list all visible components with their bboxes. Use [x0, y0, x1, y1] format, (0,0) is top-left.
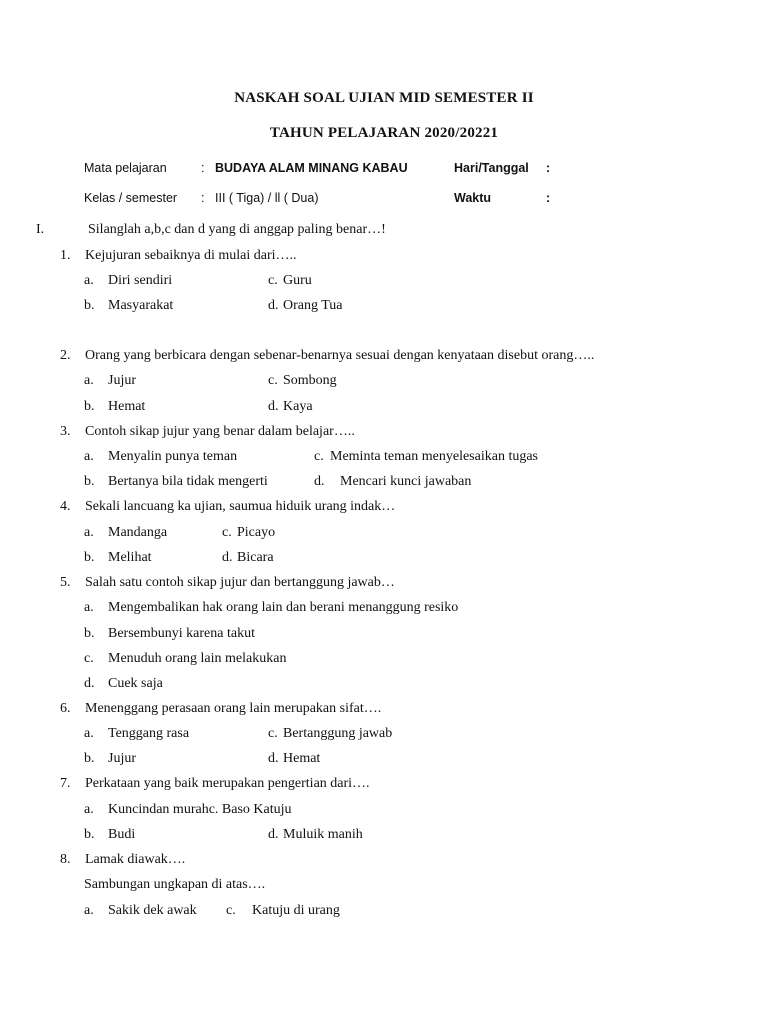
- subject-separator: :: [201, 161, 205, 175]
- option-letter: b.: [84, 298, 95, 313]
- option-letter: a.: [84, 273, 94, 288]
- option-letter: c.: [268, 273, 278, 288]
- option-text: Budi: [108, 827, 136, 842]
- option-text: Bicara: [237, 550, 274, 565]
- option-text: Jujur: [108, 751, 136, 766]
- option-letter: b.: [84, 550, 95, 565]
- option-text: Jujur: [108, 373, 136, 388]
- question-number: 3.: [60, 424, 71, 439]
- option-text: Cuek saja: [108, 676, 163, 691]
- question-text: Lamak diawak….: [85, 852, 186, 867]
- document-title: NASKAH SOAL UJIAN MID SEMESTER II: [234, 90, 534, 106]
- option-text: Mencari kunci jawaban: [340, 474, 472, 489]
- option-text: Melihat: [108, 550, 152, 565]
- option-letter: b.: [84, 751, 95, 766]
- class-label: Kelas / semester: [84, 191, 178, 205]
- option-text: Kaya: [283, 399, 313, 414]
- subject-value: BUDAYA ALAM MINANG KABAU: [215, 161, 408, 175]
- question-number: 7.: [60, 776, 71, 791]
- option-letter: a.: [84, 726, 94, 741]
- section-numeral: I.: [36, 222, 45, 237]
- question-text: Salah satu contoh sikap jujur dan bertanggung jawab…: [85, 575, 395, 590]
- question-number: 6.: [60, 701, 71, 716]
- option-letter: d.: [84, 676, 95, 691]
- option-letter: c.: [226, 903, 236, 918]
- option-letter: d.: [268, 399, 279, 414]
- time-label: Waktu: [454, 191, 492, 205]
- question-text: Orang yang berbicara dengan sebenar-benarnya sesuai dengan kenyataan disebut orang…..: [85, 348, 595, 363]
- option-text: Menyalin punya teman: [108, 449, 238, 464]
- option-letter: d.: [222, 550, 233, 565]
- option-text: Orang Tua: [283, 298, 343, 313]
- academic-year: TAHUN PELAJARAN 2020/20221: [269, 125, 499, 141]
- option-letter: d.: [268, 751, 279, 766]
- option-letter: c.: [314, 449, 324, 464]
- option-letter: a.: [84, 373, 94, 388]
- question-text: Perkataan yang baik merupakan pengertian dari….: [85, 776, 370, 791]
- time-separator: :: [546, 191, 551, 205]
- question-text: Kejujuran sebaiknya di mulai dari…..: [85, 248, 297, 263]
- option-text: Katuju di urang: [252, 903, 340, 918]
- option-text: Sombong: [283, 373, 337, 388]
- question-text: Sekali lancuang ka ujian, saumua hiduik urang indak…: [85, 499, 396, 514]
- option-text: Meminta teman menyelesaikan tugas: [330, 449, 538, 464]
- option-text: Diri sendiri: [108, 273, 173, 288]
- question-number: 4.: [60, 499, 71, 514]
- option-letter: b.: [84, 399, 95, 414]
- question-number: 8.: [60, 852, 71, 867]
- subject-label: Mata pelajaran: [84, 161, 167, 175]
- option-text: Guru: [283, 273, 312, 288]
- option-letter: a.: [84, 802, 94, 817]
- option-letter: b.: [84, 474, 95, 489]
- date-separator: :: [546, 161, 551, 175]
- question-subtext: Sambungan ungkapan di atas….: [84, 877, 266, 892]
- section-instruction: Silanglah a,b,c dan d yang di anggap paling benar…!: [88, 222, 386, 237]
- option-letter: a.: [84, 449, 94, 464]
- class-separator: :: [201, 191, 205, 205]
- option-text: Sakik dek awak: [108, 903, 197, 918]
- option-letter: a.: [84, 600, 94, 615]
- option-letter: a.: [84, 525, 94, 540]
- option-text: Bertanggung jawab: [283, 726, 393, 741]
- option-letter: b.: [84, 827, 95, 842]
- option-text: Tenggang rasa: [108, 726, 190, 741]
- question-number: 1.: [60, 248, 71, 263]
- class-value: III ( Tiga) / ll ( Dua): [215, 191, 319, 205]
- option-letter: c.: [84, 651, 94, 666]
- option-letter: d.: [268, 298, 279, 313]
- option-text: Menuduh orang lain melakukan: [108, 651, 287, 666]
- option-text: Picayo: [237, 525, 276, 540]
- date-label: Hari/Tanggal: [454, 161, 529, 175]
- option-text: Bertanya bila tidak mengerti: [108, 474, 268, 489]
- option-text: Muluik manih: [283, 827, 363, 842]
- option-letter: d.: [268, 827, 279, 842]
- option-text: Masyarakat: [108, 298, 174, 313]
- option-text: Hemat: [283, 751, 321, 766]
- option-letter: c.: [222, 525, 232, 540]
- option-text: Bersembunyi karena takut: [108, 626, 255, 641]
- question-number: 2.: [60, 348, 71, 363]
- question-number: 5.: [60, 575, 71, 590]
- option-letter: a.: [84, 903, 94, 918]
- option-letter: c.: [268, 726, 278, 741]
- question-text: Menenggang perasaan orang lain merupakan sifat….: [85, 701, 382, 716]
- option-text: Mengembalikan hak orang lain dan berani menanggung resiko: [108, 600, 459, 615]
- option-letter: d.: [314, 474, 325, 489]
- option-text: Kuncindan murahc. Baso Katuju: [108, 802, 292, 817]
- option-text: Mandanga: [108, 525, 168, 540]
- option-text: Hemat: [108, 399, 146, 414]
- option-letter: c.: [268, 373, 278, 388]
- option-letter: b.: [84, 626, 95, 641]
- question-text: Contoh sikap jujur yang benar dalam belajar…..: [85, 424, 355, 439]
